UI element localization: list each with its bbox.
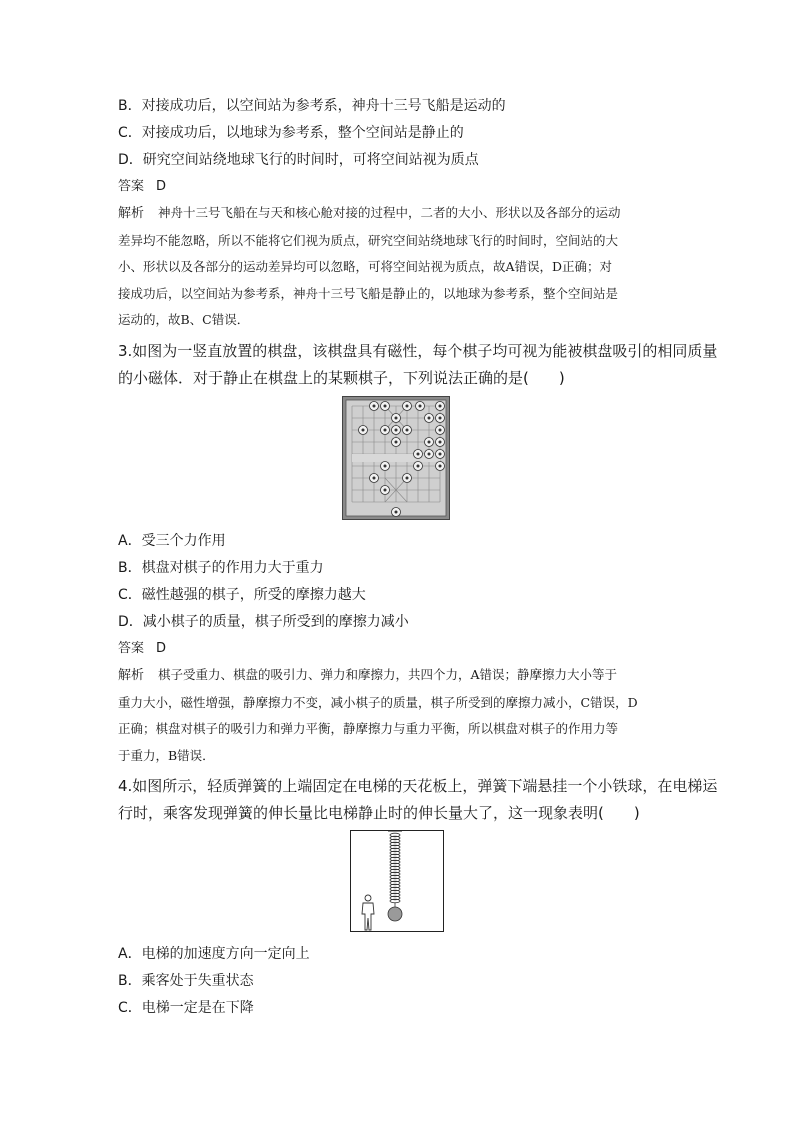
q3-option-b: B．棋盘对棋子的作用力大于重力 <box>118 560 324 576</box>
q3-answer <box>118 639 166 659</box>
q3-stem-line: 3.如图为一竖直放置的棋盘，该棋盘具有磁性，每个棋子均可视为能被棋盘吸引的相同质量 <box>118 342 718 360</box>
elevator-spring-figure <box>350 830 444 932</box>
q3-explanation-line: 正确；棋盘对棋子的吸引力和弹力平衡，静摩擦力与重力平衡，所以棋盘对棋子的作用力等 <box>118 721 619 736</box>
q4-option-b: B．乘客处于失重状态 <box>118 973 254 989</box>
iron-ball <box>388 907 402 921</box>
q2-answer-value: D <box>156 179 167 194</box>
q2-explanation-line: 小、形状以及各部分的运动差异均可以忽略，可将空间站视为质点，故A错误，D正确；对 <box>118 259 613 274</box>
q2-explanation-line: 接成功后，以空间站为参考系，神舟十三号飞船是静止的，以地球为参考系，整个空间站是 <box>118 285 619 301</box>
q3-option-d: D．减小棋子的质量，棋子所受到的摩擦力减小 <box>118 614 409 630</box>
q4-stem-line: 4.如图所示，轻质弹簧的上端固定在电梯的天花板上，弹簧下端悬挂一个小铁球，在电梯运 <box>118 777 718 795</box>
q2-option-d: D．研究空间站绕地球飞行的时间时，可将空间站视为质点 <box>118 152 479 168</box>
q3-answer-label: 答案 <box>118 641 145 656</box>
q2-answer-label: 答案 <box>118 179 145 194</box>
q2-explanation-line: 神舟十三号飞船在与天和核心舱对接的过程中，二者的大小、形状以及各部分的运动 <box>158 205 621 220</box>
q3-explanation-label: 解析 <box>118 668 145 683</box>
chessboard-figure <box>342 396 450 520</box>
q2-explanation-line: 差异均不能忽略，所以不能将它们视为质点，研究空间站绕地球飞行的时间时，空间站的大 <box>118 232 619 248</box>
q2-option-c: C．对接成功后，以地球为参考系，整个空间站是静止的 <box>118 125 464 141</box>
q3-explanation-line: 棋子受重力、棋盘的吸引力、弹力和摩擦力，共四个力，A错误；静摩擦力大小等于 <box>158 667 618 682</box>
q3-explanation-line: 于重力，B错误． <box>118 747 215 763</box>
q2-explanation-label: 解析 <box>118 206 145 221</box>
q2-answer <box>118 177 166 197</box>
q3-answer-value: D <box>156 641 167 656</box>
q3-option-c: C．磁性越强的棋子，所受的摩擦力越大 <box>118 587 366 603</box>
q3-stem-line: 的小磁体．对于静止在棋盘上的某颗棋子，下列说法正确的是( ) <box>118 369 565 387</box>
q2-option-b: B．对接成功后，以空间站为参考系，神舟十三号飞船是运动的 <box>118 98 506 114</box>
q3-explanation <box>118 662 678 769</box>
q3-explanation-line: 重力大小，磁性增强，静摩擦力不变，减小棋子的质量，棋子所受到的摩擦力减小，C错误，D <box>118 694 638 710</box>
q3-option-a: A．受三个力作用 <box>118 533 226 549</box>
q2-explanation <box>118 200 678 334</box>
q4-option-c: C．电梯一定是在下降 <box>118 1000 254 1016</box>
q2-explanation-line: 运动的，故B、C错误． <box>118 312 250 327</box>
q4-stem-line: 行时，乘客发现弹簧的伸长量比电梯静止时的伸长量大了，这一现象表明( ) <box>118 804 640 822</box>
q4-option-a: A．电梯的加速度方向一定向上 <box>118 946 310 962</box>
